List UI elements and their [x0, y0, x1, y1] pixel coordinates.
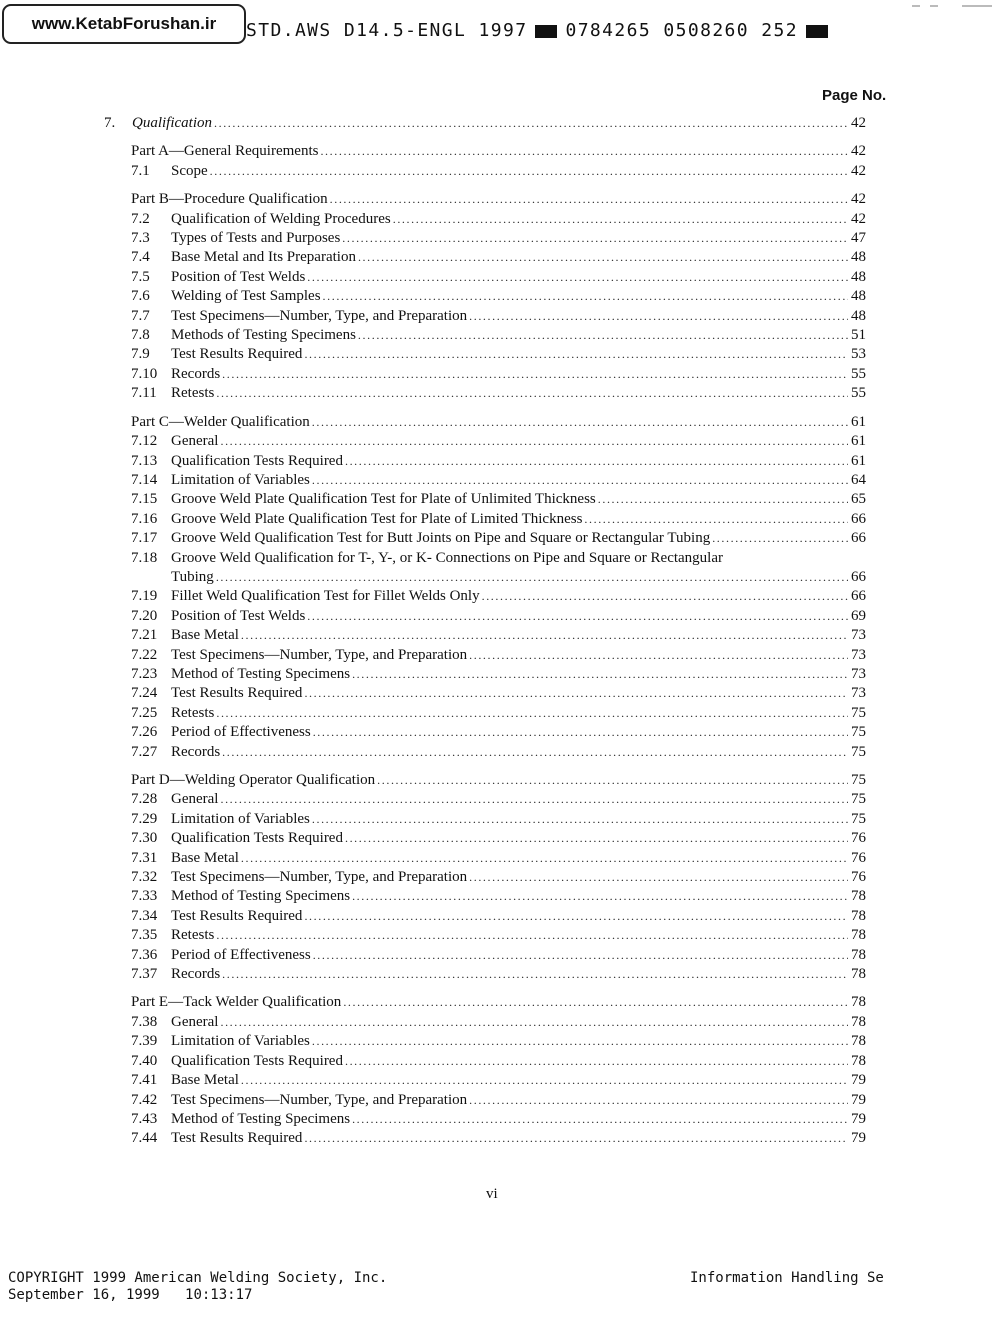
toc-entry-continuation — [104, 568, 866, 587]
dot-leader — [312, 413, 848, 432]
entry-number: 7.6 — [131, 288, 150, 305]
entry-title: Method of Testing Specimens — [171, 888, 351, 905]
entry-page: 66 — [851, 568, 866, 585]
entry-number: 7.5 — [131, 268, 150, 285]
toc-entry — [104, 743, 866, 762]
dot-leader — [304, 907, 848, 926]
entry-page: 73 — [851, 685, 866, 702]
entry-title: Test Results Required — [171, 346, 303, 363]
toc-entry — [104, 646, 866, 665]
toc-entry — [104, 868, 866, 887]
entry-page: 73 — [851, 627, 866, 644]
entry-title: Groove Weld Qualification for T-, Y-, or K- Connections on Pipe and Square or Rectangular — [171, 549, 723, 566]
dot-leader — [584, 510, 848, 529]
dot-leader — [216, 704, 848, 723]
toc-entry — [104, 345, 866, 364]
toc-entry — [104, 790, 866, 809]
scan-artifact — [962, 5, 992, 7]
dot-leader — [482, 587, 848, 606]
entry-page: 75 — [851, 704, 866, 721]
entry-page: 79 — [851, 1091, 866, 1108]
toc-entry — [104, 704, 866, 723]
entry-number: 7.34 — [131, 907, 158, 924]
footer-time: 10:13:17 — [185, 1287, 253, 1303]
entry-title: Groove Weld Plate Qualification Test for Plate of Limited Thickness — [171, 510, 583, 527]
toc-section-list — [104, 790, 866, 984]
part-title: Part C—Welder Qualification — [131, 413, 310, 430]
entry-page: 75 — [851, 743, 866, 760]
dot-leader — [222, 743, 848, 762]
toc-part-heading — [104, 771, 866, 790]
entry-title: Types of Tests and Purposes — [171, 230, 341, 247]
entry-title: Position of Test Welds — [171, 607, 306, 624]
entry-title: Method of Testing Specimens — [171, 665, 351, 682]
entry-title: Limitation of Variables — [171, 810, 310, 827]
entry-page: 75 — [851, 724, 866, 741]
entry-title: Groove Weld Qualification Test for Butt Joints on Pipe and Square or Rectangular Tubing — [171, 530, 711, 547]
dot-leader — [312, 471, 848, 490]
entry-page: 79 — [851, 1072, 866, 1089]
dot-leader — [214, 114, 848, 133]
dot-leader — [216, 926, 848, 945]
entry-number: 7.31 — [131, 849, 158, 866]
entry-page: 75 — [851, 810, 866, 827]
entry-page: 53 — [851, 346, 866, 363]
toc-section-list — [104, 1013, 866, 1149]
toc-entry — [104, 229, 866, 248]
entry-page: 73 — [851, 665, 866, 682]
entry-number: 7.35 — [131, 927, 158, 944]
entry-page: 42 — [851, 143, 866, 160]
dot-leader — [313, 723, 848, 742]
entry-number: 7.29 — [131, 810, 158, 827]
entry-number: 7.2 — [131, 210, 150, 227]
entry-number: 7.17 — [131, 530, 158, 547]
doc-code: STD.AWS D14.5-ENGL 1997 — [246, 20, 528, 41]
toc-entry — [104, 384, 866, 403]
entry-number: 7.36 — [131, 946, 158, 963]
dot-leader — [241, 1071, 848, 1090]
dot-leader — [222, 365, 848, 384]
entry-page: 48 — [851, 249, 866, 266]
entry-page: 42 — [851, 210, 866, 227]
entry-title: Qualification of Welding Procedures — [171, 210, 391, 227]
dot-leader — [220, 432, 848, 451]
toc-entry — [104, 471, 866, 490]
dot-leader — [469, 307, 848, 326]
dot-leader — [216, 568, 848, 587]
entry-page: 42 — [851, 115, 866, 131]
entry-page: 75 — [851, 791, 866, 808]
entry-title: Qualification Tests Required — [171, 830, 343, 847]
entry-number: 7.3 — [131, 230, 150, 247]
toc-entry — [104, 432, 866, 451]
black-block-mark — [535, 25, 557, 38]
entry-page: 64 — [851, 471, 866, 488]
entry-number: 7.25 — [131, 704, 158, 721]
toc-entry — [104, 490, 866, 509]
footer-copyright — [8, 1270, 387, 1304]
entry-page: 48 — [851, 268, 866, 285]
code-a: 0784265 — [565, 20, 652, 41]
entry-title: Test Specimens—Number, Type, and Preparation — [171, 869, 468, 886]
dot-leader — [220, 1013, 848, 1032]
toc-entry — [104, 307, 866, 326]
dot-leader — [352, 1110, 848, 1129]
part-title: Part E—Tack Welder Qualification — [131, 994, 342, 1011]
entry-number: 7.21 — [131, 627, 158, 644]
toc-part-heading — [104, 993, 866, 1012]
dot-leader — [307, 268, 848, 287]
entry-title: Base Metal — [171, 849, 239, 866]
toc-entry — [104, 946, 866, 965]
toc-part-heading — [104, 190, 866, 209]
entry-page: 79 — [851, 1130, 866, 1147]
entry-page: 78 — [851, 1033, 866, 1050]
dot-leader — [323, 287, 848, 306]
entry-page: 42 — [851, 162, 866, 179]
entry-page: 61 — [851, 413, 866, 430]
entry-number: 7.18 — [131, 549, 158, 566]
entry-number: 7.43 — [131, 1110, 158, 1127]
code-b: 0508260 — [663, 20, 750, 41]
entry-page: 78 — [851, 927, 866, 944]
entry-number: 7.37 — [131, 966, 158, 983]
entry-title: General — [171, 433, 219, 450]
entry-page: 48 — [851, 307, 866, 324]
entry-title: Period of Effectiveness — [171, 724, 311, 741]
toc-chapter-entry — [104, 114, 866, 133]
dot-leader — [312, 1032, 848, 1051]
entry-page: 78 — [851, 966, 866, 983]
document-header-code — [246, 20, 836, 41]
dot-leader — [304, 345, 848, 364]
entry-title: Test Specimens—Number, Type, and Preparation — [171, 307, 468, 324]
dot-leader — [304, 1129, 848, 1148]
toc-entry — [104, 365, 866, 384]
entry-title: Records — [171, 743, 221, 760]
dot-leader — [358, 248, 848, 267]
dot-leader — [343, 993, 848, 1012]
dot-leader — [469, 868, 848, 887]
toc-entry — [104, 326, 866, 345]
entry-number: 7.26 — [131, 724, 158, 741]
toc-entry — [104, 1071, 866, 1090]
entry-page: 78 — [851, 994, 866, 1011]
dot-leader — [352, 665, 848, 684]
entry-page: 61 — [851, 452, 866, 469]
dot-leader — [377, 771, 848, 790]
entry-title: Limitation of Variables — [171, 471, 310, 488]
toc-entry — [104, 849, 866, 868]
dot-leader — [313, 946, 848, 965]
entry-page: 55 — [851, 365, 866, 382]
entry-page: 73 — [851, 646, 866, 663]
dot-leader — [712, 529, 848, 548]
entry-number: 7.11 — [131, 385, 157, 402]
toc-entry — [104, 1013, 866, 1032]
toc-entry — [104, 268, 866, 287]
dot-leader — [342, 229, 848, 248]
entry-number: 7.15 — [131, 491, 158, 508]
dot-leader — [352, 887, 848, 906]
page-no-heading: Page No. — [822, 87, 887, 104]
toc-entry — [104, 723, 866, 742]
entry-page: 78 — [851, 946, 866, 963]
entry-title: Retests — [171, 927, 215, 944]
toc-entry — [104, 1129, 866, 1148]
entry-number: 7.33 — [131, 888, 158, 905]
toc-entry — [104, 926, 866, 945]
entry-number: 7.38 — [131, 1013, 158, 1030]
entry-number: 7.42 — [131, 1091, 158, 1108]
entry-number: 7.14 — [131, 471, 158, 488]
entry-number: 7.41 — [131, 1072, 158, 1089]
entry-number: 7.28 — [131, 791, 158, 808]
page-folio: vi — [486, 1186, 498, 1202]
part-title: Part B—Procedure Qualification — [131, 191, 328, 208]
scan-artifact — [912, 5, 920, 7]
entry-page: 76 — [851, 849, 866, 866]
entry-title: General — [171, 1013, 219, 1030]
entry-page: 47 — [851, 230, 866, 247]
entry-title: Groove Weld Plate Qualification Test for Plate of Unlimited Thickness — [171, 491, 596, 508]
dot-leader — [358, 326, 848, 345]
entry-number: 7.22 — [131, 646, 158, 663]
toc-entry — [104, 287, 866, 306]
part-title: Part A—General Requirements — [131, 143, 319, 160]
table-of-contents — [104, 114, 866, 1149]
entry-title: Test Results Required — [171, 1130, 303, 1147]
black-block-mark — [806, 25, 828, 38]
entry-title: Test Results Required — [171, 907, 303, 924]
entry-page: 78 — [851, 1052, 866, 1069]
entry-page: 65 — [851, 491, 866, 508]
entry-title: Method of Testing Specimens — [171, 1110, 351, 1127]
toc-part-heading — [104, 142, 866, 161]
entry-title: Retests — [171, 704, 215, 721]
toc-entry — [104, 684, 866, 703]
dot-leader — [312, 810, 848, 829]
toc-entry — [104, 607, 866, 626]
dot-leader — [241, 626, 848, 645]
toc-entry — [104, 907, 866, 926]
dot-leader — [320, 142, 848, 161]
entry-title: General — [171, 791, 219, 808]
entry-page: 76 — [851, 869, 866, 886]
entry-number: 7.24 — [131, 685, 158, 702]
entry-number: 7.44 — [131, 1130, 158, 1147]
entry-page: 61 — [851, 433, 866, 450]
entry-page: 78 — [851, 1013, 866, 1030]
toc-entry — [104, 1091, 866, 1110]
entry-page: 66 — [851, 510, 866, 527]
entry-page: 42 — [851, 191, 866, 208]
entry-number: 7.30 — [131, 830, 158, 847]
entry-title: Position of Test Welds — [171, 268, 306, 285]
toc-entry — [104, 829, 866, 848]
dot-leader — [598, 490, 848, 509]
toc-entry — [104, 626, 866, 645]
entry-title: Records — [171, 365, 221, 382]
toc-entry — [104, 887, 866, 906]
entry-number: 7.1 — [131, 162, 150, 179]
footer-date: September 16, 1999 — [8, 1287, 160, 1303]
toc-entry — [104, 1110, 866, 1129]
entry-number: 7.8 — [131, 327, 150, 344]
dot-leader — [216, 384, 848, 403]
entry-title: Qualification — [132, 115, 212, 131]
entry-title: Retests — [171, 385, 215, 402]
entry-title: Methods of Testing Specimens — [171, 327, 356, 344]
dot-leader — [469, 646, 848, 665]
entry-title: Qualification Tests Required — [171, 1052, 343, 1069]
entry-number: 7.39 — [131, 1033, 158, 1050]
entry-number: 7.7 — [131, 307, 150, 324]
entry-page: 66 — [851, 588, 866, 605]
toc-section-list — [104, 162, 866, 181]
entry-number: 7.16 — [131, 510, 158, 527]
entry-number: 7.12 — [131, 433, 158, 450]
entry-title: Welding of Test Samples — [171, 288, 321, 305]
entry-title-continued: Tubing — [171, 568, 214, 585]
entry-number: 7.19 — [131, 588, 158, 605]
toc-entry — [104, 549, 866, 568]
copyright-text: COPYRIGHT 1999 American Welding Society, Inc. — [8, 1270, 388, 1286]
dot-leader — [220, 790, 848, 809]
entry-number: 7.27 — [131, 743, 158, 760]
entry-number: 7.13 — [131, 452, 158, 469]
scan-artifact — [930, 5, 938, 7]
entry-page: 55 — [851, 385, 866, 402]
toc-entry — [104, 529, 866, 548]
toc-entry — [104, 162, 866, 181]
dot-leader — [222, 965, 848, 984]
entry-page: 48 — [851, 288, 866, 305]
toc-entry — [104, 452, 866, 471]
toc-entry — [104, 248, 866, 267]
entry-title: Base Metal and Its Preparation — [171, 249, 356, 266]
entry-number: 7.9 — [131, 346, 150, 363]
toc-entry — [104, 587, 866, 606]
entry-page: 78 — [851, 888, 866, 905]
toc-section-list — [104, 587, 866, 762]
entry-title: Fillet Weld Qualification Test for Fillet Welds Only — [171, 588, 480, 605]
entry-title: Test Specimens—Number, Type, and Preparation — [171, 646, 468, 663]
dot-leader — [469, 1091, 848, 1110]
dot-leader — [345, 1052, 848, 1071]
entry-page: 66 — [851, 530, 866, 547]
dot-leader — [304, 684, 848, 703]
toc-entry — [104, 1052, 866, 1071]
dot-leader — [345, 829, 848, 848]
entry-page: 79 — [851, 1110, 866, 1127]
dot-leader — [330, 190, 848, 209]
code-c: 252 — [761, 20, 799, 41]
entry-title: Test Specimens—Number, Type, and Preparation — [171, 1091, 468, 1108]
entry-number: 7.40 — [131, 1052, 158, 1069]
entry-page: 78 — [851, 907, 866, 924]
entry-number: 7.10 — [131, 365, 158, 382]
dot-leader — [393, 210, 848, 229]
toc-entry — [104, 665, 866, 684]
entry-number: 7.32 — [131, 869, 158, 886]
toc-entry — [104, 510, 866, 529]
dot-leader — [241, 849, 848, 868]
entry-title: Base Metal — [171, 1072, 239, 1089]
toc-section-list — [104, 432, 866, 548]
part-title: Part D—Welding Operator Qualification — [131, 772, 376, 788]
toc-entry — [104, 210, 866, 229]
entry-page: 69 — [851, 607, 866, 624]
entry-title: Records — [171, 966, 221, 983]
toc-entry — [104, 810, 866, 829]
entry-number: 7. — [104, 115, 116, 131]
footer-info: Information Handling Se — [690, 1270, 884, 1286]
toc-part-heading — [104, 413, 866, 432]
entry-title: Period of Effectiveness — [171, 946, 311, 963]
entry-number: 7.23 — [131, 665, 158, 682]
watermark-banner: www.KetabForushan.ir — [2, 4, 246, 44]
entry-page: 51 — [851, 327, 866, 344]
entry-page: 75 — [851, 772, 866, 788]
toc-entry — [104, 1032, 866, 1051]
dot-leader — [345, 452, 848, 471]
toc-section-list — [104, 210, 866, 404]
entry-title: Qualification Tests Required — [171, 452, 343, 469]
entry-title: Limitation of Variables — [171, 1033, 310, 1050]
dot-leader — [307, 607, 848, 626]
entry-title: Scope — [171, 162, 208, 179]
toc-entry — [104, 965, 866, 984]
entry-number: 7.20 — [131, 607, 158, 624]
entry-page: 76 — [851, 830, 866, 847]
dot-leader — [210, 162, 848, 181]
entry-title: Base Metal — [171, 627, 239, 644]
entry-title: Test Results Required — [171, 685, 303, 702]
entry-number: 7.4 — [131, 249, 150, 266]
